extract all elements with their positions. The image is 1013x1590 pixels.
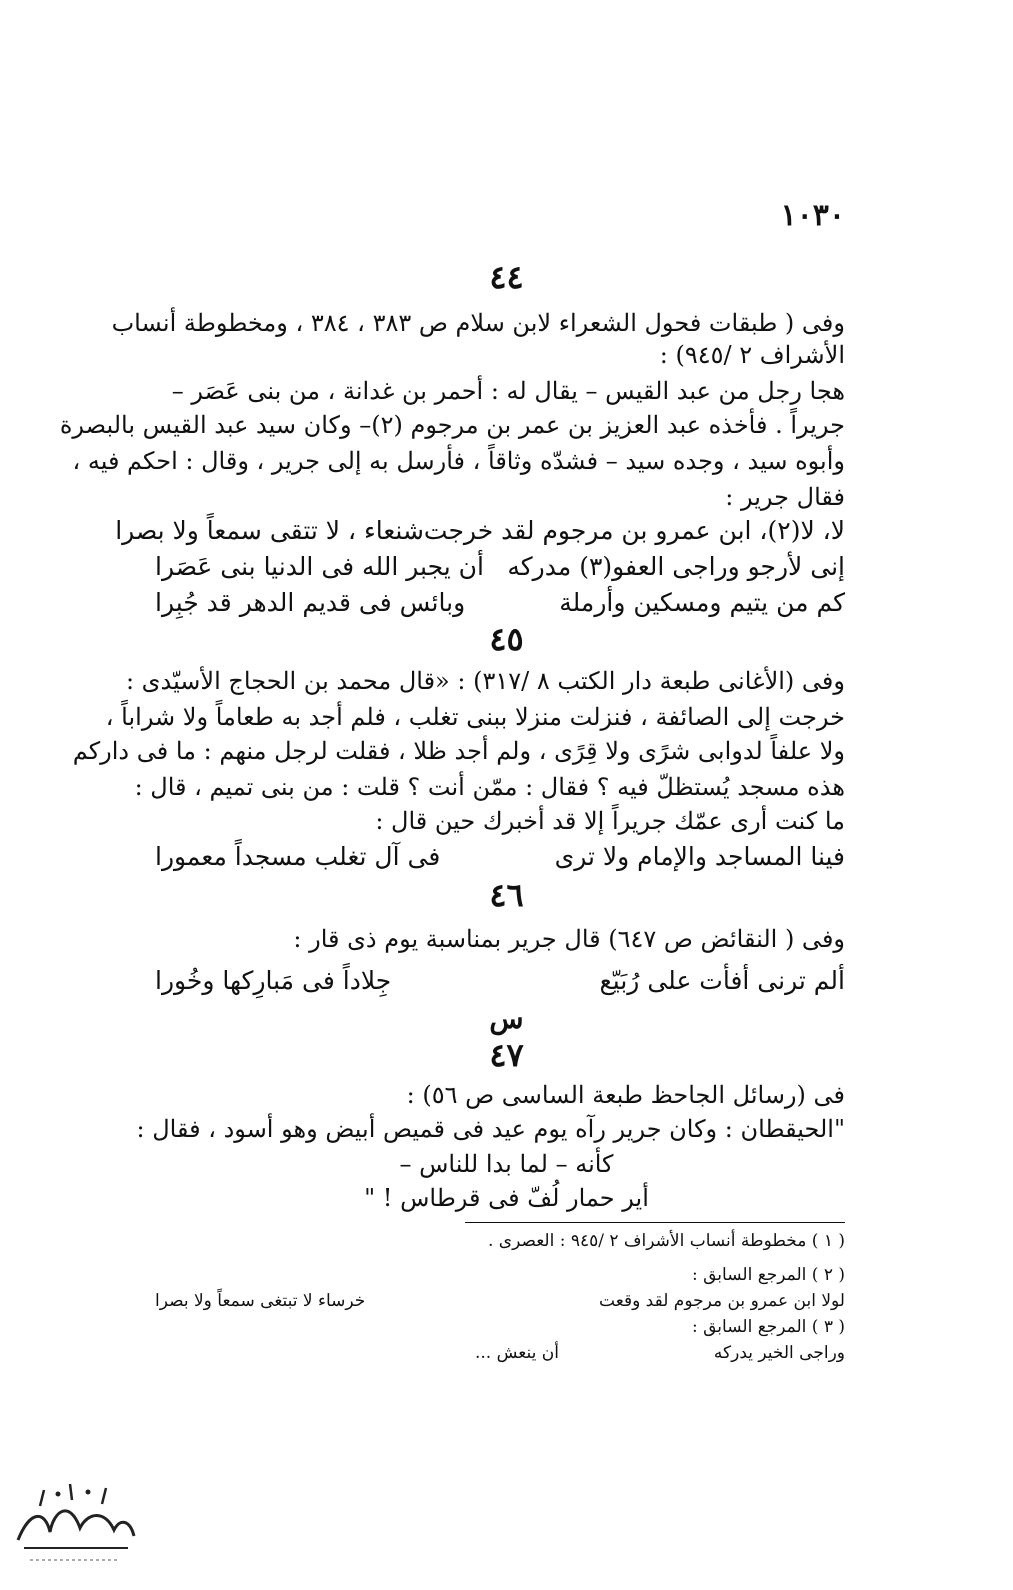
text-line: فقال جرير : <box>725 483 845 511</box>
text-line: وفى (الأغانى طبعة دار الكتب ٨ /٣١٧) : «قال محمد بن الحجاج الأسيّدى : <box>125 667 845 695</box>
poem-verse <box>155 964 845 998</box>
text-line: وفى ( النقائض ص ٦٤٧) قال جرير بمناسبة يوم ذى قار : <box>293 925 845 953</box>
text-line: "الحيقطان : وكان جرير رآه يوم عيد فى قميص أبيض وهو أسود ، فقال : <box>136 1115 845 1143</box>
verse-hemistich-second: فى آل تغلب مسجداً معمورا <box>155 842 441 871</box>
footnote-verse <box>155 1340 845 1366</box>
verse-hemistich-first: ألم ترنى أفأت على رُبَيّع <box>599 966 845 995</box>
text-line: ما كنت أرى عمّك جريراً إلا قد أخبرك حين قال : <box>375 807 845 835</box>
footnote: ( ٣ ) المرجع السابق : <box>692 1317 845 1337</box>
text-line: فى (رسائل الجاحظ طبعة الساسى ص ٥٦) : <box>406 1081 845 1109</box>
section-number: ٤٦ <box>489 876 524 914</box>
text-line: وفى ( طبقات فحول الشعراء لابن سلام ص ٣٨٣ ، ٣٨٤ ، ومخطوطة أنساب <box>111 309 845 337</box>
section-number: ٤٧ <box>489 1036 524 1074</box>
footnote: ( ١ ) مخطوطة أنساب الأشراف ٢ /٩٤٥ : العصرى . <box>487 1231 845 1251</box>
centered-verse: كأنه – لما بدا للناس – <box>399 1150 614 1178</box>
text-line: هذه مسجد يُستظلّ فيه ؟ فقال : ممّن أنت ؟ قلت : من بنى تميم ، قال : <box>134 773 845 801</box>
verse-hemistich-second: شنعاء ، لا تتقى سمعاً ولا بصرا <box>115 516 424 545</box>
poem-verse <box>155 840 845 874</box>
stamp-graphic <box>10 1470 140 1570</box>
text-line: الأشراف ٢ /٩٤٥) : <box>659 341 845 369</box>
verse-hemistich-second: وبائس فى قديم الدهر قد جُبِرا <box>155 588 466 617</box>
seal-stamp-icon <box>10 1470 140 1570</box>
poem-verse <box>155 550 845 584</box>
verse-hemistich-first: وراجى الخير يدركه <box>713 1343 845 1363</box>
centered-verse: أير حمار لُفّ فى قرطاس ! " <box>364 1184 649 1212</box>
verse-hemistich-second: جِلاداً فى مَبارِكها وخُورا <box>155 966 392 995</box>
text-line: وأبوه سيد ، وجده سيد – فشدّه وثاقاً ، فأرسل به إلى جرير ، وقال : احكم فيه ، <box>72 447 845 475</box>
text-line: ولا علفاً لدوابى شرًى ولا قِرًى ، ولم أجد ظلا ، فقلت لرجل منهم : ما فى داركم <box>72 737 845 765</box>
verse-hemistich-second: أن ينعش ... <box>475 1343 559 1363</box>
verse-hemistich-first: كم من يتيم ومسكين وأرملة <box>559 588 845 617</box>
section-number: ٤٥ <box>489 620 524 658</box>
verse-hemistich-first: فينا المساجد والإمام ولا ترى <box>554 842 845 871</box>
text-line: هجا رجل من عبد القيس – يقال له : أحمر بن غدانة ، من بنى عَصَر – <box>171 377 845 405</box>
text-line: جريراً . فأخذه عبد العزيز بن عمر بن مرجوم (٢)– وكان سيد عبد القيس بالبصرة <box>59 411 845 439</box>
text-line: خرجت إلى الصائفة ، فنزلت منزلا ببنى تغلب ، فلم أجد به طعاماً ولا شراباً ، <box>105 703 845 731</box>
section-number: ٤٤ <box>489 258 524 296</box>
footnote-divider <box>465 1222 845 1223</box>
verse-hemistich-first: لولا ابن عمرو بن مرجوم لقد وقعت <box>599 1291 845 1311</box>
verse-hemistich-first: إنى لأرجو وراجى العفو(٣) مدركه <box>507 552 845 581</box>
section-prefix-letter: س <box>489 1002 524 1035</box>
footnote-verse <box>155 1288 845 1314</box>
poem-verse <box>115 514 845 548</box>
page-number: ١٠٣٠ <box>780 198 845 233</box>
verse-hemistich-second: أن يجبر الله فى الدنيا بنى عَصَرا <box>155 552 484 581</box>
footnote: ( ٢ ) المرجع السابق : <box>692 1265 845 1285</box>
poem-verse <box>155 586 845 620</box>
verse-hemistich-second: خرساء لا تبتغى سمعاً ولا بصرا <box>155 1291 366 1311</box>
verse-hemistich-first: لا، لا(٢)، ابن عمرو بن مرجوم لقد خرجت <box>423 516 845 545</box>
